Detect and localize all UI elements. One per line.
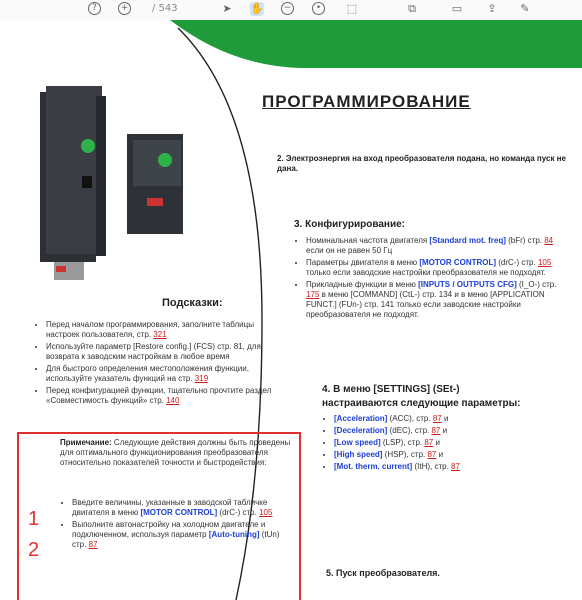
step-2-text: 2. Электроэнергия на вход преобразователя подана, но команда пуск не дана. xyxy=(277,154,566,173)
note-paragraph: Примечание: Следующие действия должны быть проведены для оптимального функционирования преобразователя относительно показателей точности и быстродействия: xyxy=(60,438,291,467)
pen-icon[interactable]: ✎ xyxy=(520,2,530,15)
note-item: • Выполните автонастройку на холодном двигателе и подключенном, используя параметр [Auto-tuning] (tUn) стр. 87 xyxy=(72,520,292,550)
step-4-item: • [Deceleration] (dEC), стр. 87 и xyxy=(334,426,562,436)
zoom-out-icon[interactable]: − xyxy=(281,2,294,15)
step-3-list xyxy=(294,236,564,322)
step-marker-1: 1 xyxy=(28,508,40,530)
pdf-toolbar xyxy=(0,0,582,21)
hand-tool-icon[interactable]: ✋ xyxy=(250,2,264,15)
step-5-text: 5. Пуск преобразователя. xyxy=(326,568,440,578)
record-icon[interactable]: • xyxy=(312,2,325,15)
hints-list xyxy=(34,320,289,408)
step-4-list xyxy=(322,414,562,474)
step-4-item: • [Mot. therm. current] (ItH), стр. 87 xyxy=(334,462,562,472)
step-3-heading: 3. Конфигурирование: xyxy=(294,219,405,230)
note-item: • Введите величины, указанные в заводской табличке двигателя в меню [MOTOR CONTROL] (drC-) стр. 105 xyxy=(72,498,292,518)
hint-item: • Для быстрого определения местоположения функции, используйте указатель функций на стр. 319 xyxy=(46,364,289,384)
page-title: ПРОГРАММИРОВАНИЕ xyxy=(262,92,471,111)
step-4-heading: 4. В меню [SETTINGS] (SEt-) xyxy=(322,384,460,395)
hint-item: • Используйте параметр [Restore config.] (FCS) стр. 81, для возврата к заводским настройкам в любое время xyxy=(46,342,289,362)
fit-page-icon[interactable]: ⧉ xyxy=(408,2,416,15)
step-4-item: • [Acceleration] (ACC), стр. 87 и xyxy=(334,414,562,424)
step-3-item: • Прикладные функции в меню [INPUTS / OUTPUTS CFG] (I_O-) стр. 175 в меню [COMMAND] (CtL-) стр. 134 и в меню [APPLICATION FUNCT.] (FUn-) стр. 141 только если заводские настройки преобразователя не подходят. xyxy=(306,280,564,320)
step-3-item: • Номинальная частота двигателя [Standard mot. freq] (bFr) стр. 84 если он не равен 50 Гц xyxy=(306,236,564,256)
step-4-subheading: настраиваются следующие параметры: xyxy=(322,398,521,409)
help-icon[interactable]: ? xyxy=(88,2,101,15)
document-page xyxy=(0,20,582,600)
drive-device-small-image xyxy=(125,130,187,238)
zoom-in-icon[interactable]: + xyxy=(118,2,131,15)
step-4-item: • [High speed] (HSP), стр. 87 и xyxy=(334,450,562,460)
export-icon[interactable]: ⇪ xyxy=(487,2,497,15)
cursor-icon[interactable]: ➤ xyxy=(222,2,232,15)
select-area-icon[interactable]: ⬚ xyxy=(346,2,358,15)
green-band-shape xyxy=(170,20,582,68)
hints-heading: Подсказки: xyxy=(162,297,223,309)
drive-device-large-image xyxy=(38,84,110,284)
hint-item: • Перед конфигурацией функции, тщательно прочтите раздел «Совместимость функций» стр. 140 xyxy=(46,386,289,406)
comment-icon[interactable]: ▭ xyxy=(451,2,463,15)
step-marker-2: 2 xyxy=(28,539,40,561)
step-3-item: • Параметры двигателя в меню [MOTOR CONTROL] (drC-) стр. 105 только если заводские настройки преобразователя не подходят. xyxy=(306,258,564,278)
step-4-item: • [Low speed] (LSP), стр. 87 и xyxy=(334,438,562,448)
hint-item: • Перед началом программирования, заполните таблицы настроек пользователя, стр. 321 xyxy=(46,320,289,340)
page-indicator[interactable]: / 543 xyxy=(152,3,178,14)
note-list xyxy=(60,498,292,552)
